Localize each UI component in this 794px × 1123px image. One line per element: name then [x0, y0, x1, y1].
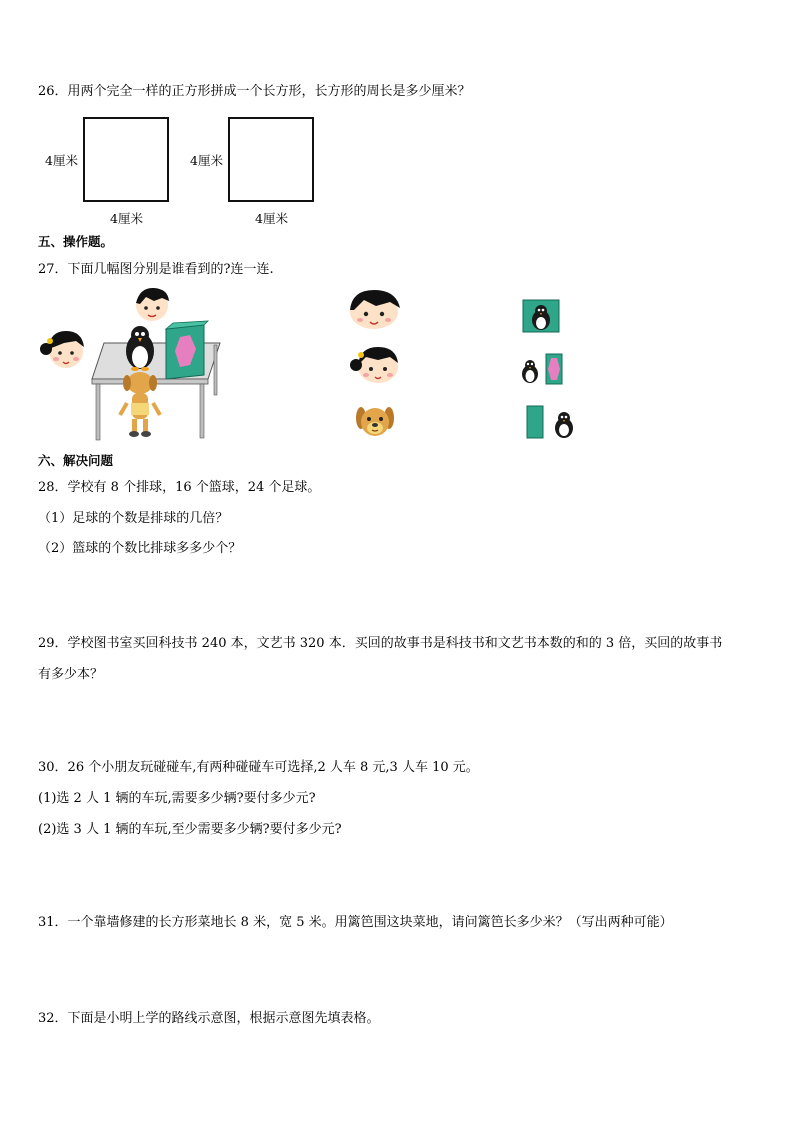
girl-face-icon[interactable]	[348, 343, 404, 385]
square-1-side-label: 4厘米	[45, 153, 78, 168]
question-31: 31．一个靠墙修建的长方形菜地长 8 米，宽 5 米。用篱笆围这块菜地，请问篱笆长多少米？（写出两种可能）	[38, 915, 673, 930]
question-29-line-2: 有多少本？	[38, 667, 104, 682]
question-28: 28．学校有 8 个排球，16 个篮球，24 个足球。	[38, 480, 321, 495]
question-26: 26．用两个完全一样的正方形拼成一个长方形，长方形的周长是多少厘米？	[38, 84, 471, 99]
question-30-sub-2: (2)选 3 人 1 辆的车玩,至少需要多少辆?要付多少元?	[38, 822, 342, 837]
question-32: 32．下面是小明上学的路线示意图，根据示意图先填表格。	[38, 1011, 380, 1026]
question-28-sub-1: （1）足球的个数是排球的几倍？	[38, 511, 229, 526]
square-2-bottom-label: 4厘米	[255, 211, 288, 226]
scene-illustration	[36, 285, 226, 445]
square-2	[228, 117, 314, 202]
question-27: 27．下面几幅图分别是谁看到的?连一连.	[38, 262, 274, 277]
square-1	[83, 117, 169, 202]
boy-face-icon[interactable]	[344, 288, 404, 332]
section-6-heading: 六、解决问题	[38, 453, 114, 468]
view-penguin-left-of-box-icon[interactable]	[518, 352, 568, 386]
dog-face-icon[interactable]	[355, 402, 395, 440]
section-5-heading: 五、操作题。	[38, 234, 114, 249]
view-penguin-right-of-box-icon[interactable]	[524, 404, 580, 440]
view-penguin-behind-box-icon[interactable]	[521, 298, 561, 334]
question-28-sub-2: （2）篮球的个数比排球多多少个？	[38, 541, 242, 556]
question-30: 30．26 个小朋友玩碰碰车,有两种碰碰车可选择,2 人车 8 元,3 人车 10 元。	[38, 760, 479, 775]
question-30-sub-1: (1)选 2 人 1 辆的车玩,需要多少辆?要付多少元?	[38, 791, 316, 806]
question-29-line-1: 29．学校图书室买回科技书 240 本，文艺书 320 本．买回的故事书是科技书和文艺书本数的和的 3 倍，买回的故事书	[38, 636, 723, 651]
square-2-side-label: 4厘米	[190, 153, 223, 168]
square-1-bottom-label: 4厘米	[110, 211, 143, 226]
